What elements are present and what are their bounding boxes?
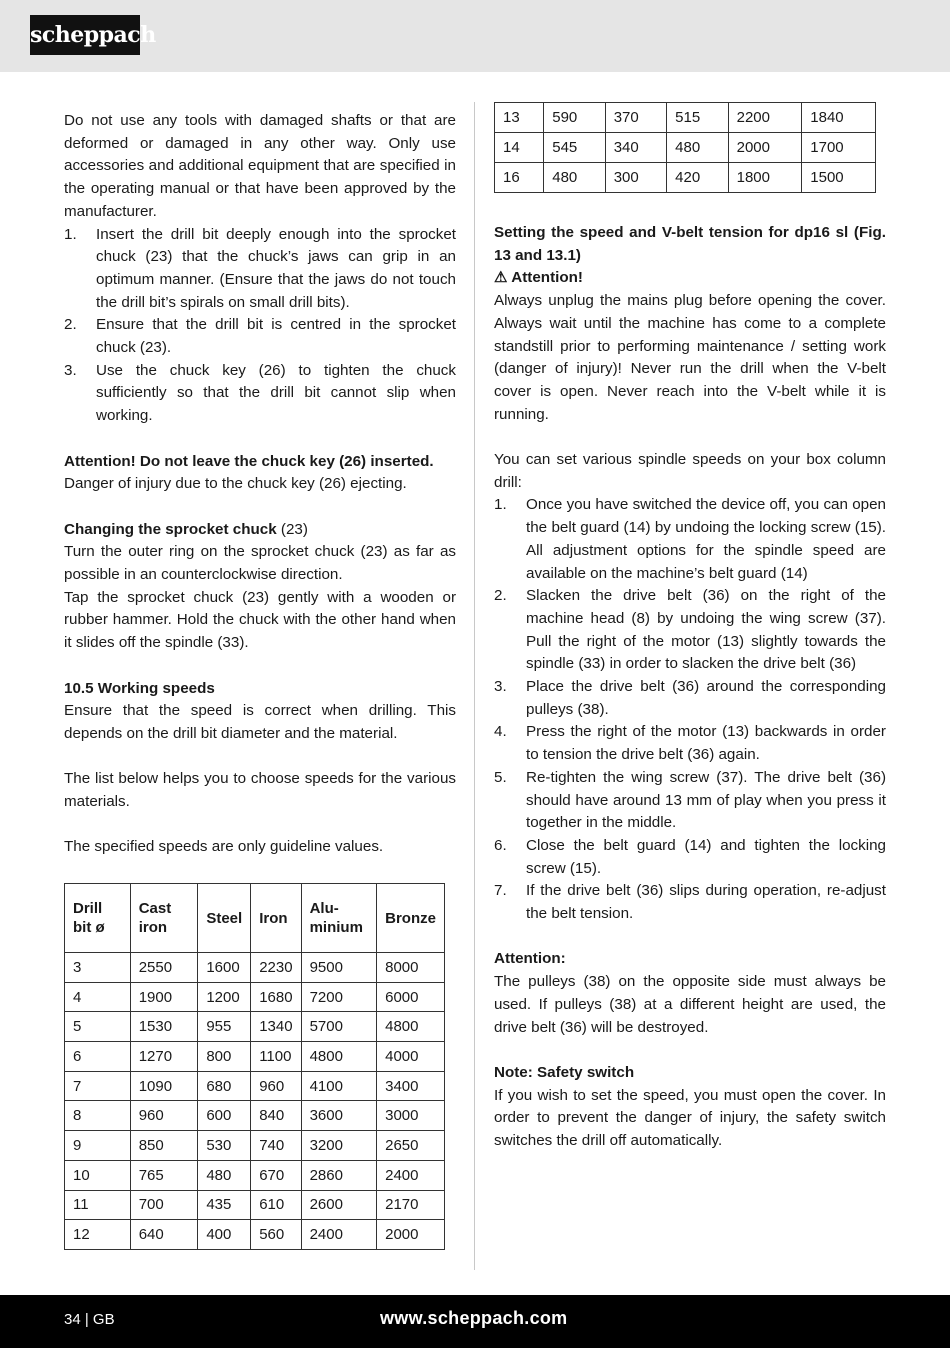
table-cell: 600 bbox=[198, 1101, 251, 1131]
table-row bbox=[65, 982, 445, 1012]
table-cell: 1600 bbox=[198, 953, 251, 983]
table-cell: 4800 bbox=[377, 1012, 445, 1042]
table-cell: 435 bbox=[198, 1190, 251, 1220]
table-cell: 1700 bbox=[802, 133, 876, 163]
list-item bbox=[494, 721, 886, 766]
working-speeds-heading: 10.5 Working speeds bbox=[64, 679, 215, 697]
attention-paragraph: Always unplug the mains plug before opening the cover. Always wait until the machine has come to a complete standstill prior to performing maintenance / setting work (danger of injury)! Never run the drill when the V-belt cover is open. Never reach into the V-belt while it is running. bbox=[494, 292, 886, 423]
attention-heading bbox=[494, 267, 886, 290]
table-cell: 1680 bbox=[251, 982, 301, 1012]
list-item-text: If the drive belt (36) slips during operation, re-adjust the belt tension. bbox=[526, 882, 886, 923]
speed-table-right bbox=[494, 102, 876, 193]
table-cell: 340 bbox=[605, 133, 666, 163]
table-cell: 1800 bbox=[728, 163, 802, 193]
page-header bbox=[0, 0, 950, 72]
table-cell: 530 bbox=[198, 1131, 251, 1161]
list-item-text: Ensure that the drill bit is centred in the sprocket chuck (23). bbox=[96, 316, 456, 357]
list-item-number: 2. bbox=[494, 587, 507, 605]
table-cell: 680 bbox=[198, 1071, 251, 1101]
list-item-text: Re-tighten the wing screw (37). The drive belt (36) should have around 13 mm of play when you press it together in the middle. bbox=[526, 768, 886, 832]
table-cell: 1200 bbox=[198, 982, 251, 1012]
table-cell: 4 bbox=[65, 982, 131, 1012]
table-cell: 1090 bbox=[130, 1071, 198, 1101]
left-column bbox=[64, 110, 456, 859]
list-item-number: 1. bbox=[494, 496, 507, 514]
table-cell: 2000 bbox=[377, 1220, 445, 1250]
table-cell: 2550 bbox=[130, 953, 198, 983]
changing-paragraph-1: Turn the outer ring on the sprocket chuck (23) as far as possible in an counterclockwise direction. bbox=[64, 543, 456, 584]
table-cell: 2000 bbox=[728, 133, 802, 163]
table-cell: 300 bbox=[605, 163, 666, 193]
table-row bbox=[495, 133, 876, 163]
chuck-key-warning bbox=[64, 451, 456, 496]
speeds-paragraph-1: Ensure that the speed is correct when drilling. This depends on the drill bit diameter and the material. bbox=[64, 702, 456, 742]
table-row bbox=[65, 1190, 445, 1220]
table-cell: 840 bbox=[251, 1101, 301, 1131]
table-cell: 700 bbox=[130, 1190, 198, 1220]
chuck-key-warning-bold: Attention! Do not leave the chuck key (26) inserted. bbox=[64, 452, 434, 470]
table-cell: 1270 bbox=[130, 1042, 198, 1072]
table-cell: 2650 bbox=[377, 1131, 445, 1161]
table-row bbox=[65, 1042, 445, 1072]
table-cell: 9500 bbox=[301, 953, 377, 983]
list-item bbox=[494, 494, 886, 585]
column-header: Steel bbox=[198, 884, 251, 953]
table-cell: 3000 bbox=[377, 1101, 445, 1131]
table-cell: 740 bbox=[251, 1131, 301, 1161]
list-item-text: Use the chuck key (26) to tighten the chuck sufficiently so that the drill bit cannot slip when working. bbox=[96, 361, 456, 425]
table-cell: 7200 bbox=[301, 982, 377, 1012]
table-cell: 9 bbox=[65, 1131, 131, 1161]
table-row bbox=[65, 1131, 445, 1161]
table-cell: 1840 bbox=[802, 103, 876, 133]
list-item bbox=[64, 314, 456, 359]
table-cell: 850 bbox=[130, 1131, 198, 1161]
table-cell: 7 bbox=[65, 1071, 131, 1101]
right-column bbox=[494, 222, 886, 1153]
table-cell: 560 bbox=[251, 1220, 301, 1250]
table-cell: 1100 bbox=[251, 1042, 301, 1072]
table-cell: 480 bbox=[198, 1160, 251, 1190]
table-cell: 8 bbox=[65, 1101, 131, 1131]
column-divider bbox=[474, 102, 475, 1270]
table-row bbox=[495, 103, 876, 133]
table-cell: 3200 bbox=[301, 1131, 377, 1161]
brand-logo: scheppach bbox=[30, 15, 140, 55]
table-cell: 4100 bbox=[301, 1071, 377, 1101]
list-item bbox=[64, 360, 456, 428]
table-cell: 5700 bbox=[301, 1012, 377, 1042]
table-cell: 6 bbox=[65, 1042, 131, 1072]
table-cell: 2170 bbox=[377, 1190, 445, 1220]
list-item bbox=[494, 835, 886, 880]
page-number: 34 | GB bbox=[64, 1311, 115, 1328]
list-item-text: Slacken the drive belt (36) on the right of the machine head (8) by undoing the wing screw (37). Pull the right of the motor (13) slightly towards the spindle (33) in order to slacken the drive belt (36) bbox=[526, 587, 886, 673]
safety-switch-paragraph: If you wish to set the speed, you must open the cover. In order to prevent the danger of injury, the safety switch switches the drill off automatically. bbox=[494, 1086, 886, 1150]
table-cell: 4000 bbox=[377, 1042, 445, 1072]
table-cell: 545 bbox=[544, 133, 605, 163]
table-cell: 2230 bbox=[251, 953, 301, 983]
table-cell: 2400 bbox=[301, 1220, 377, 1250]
table-cell: 6000 bbox=[377, 982, 445, 1012]
list-item-text: Insert the drill bit deeply enough into the sprocket chuck (23) that the chuck’s jaws can grip in an optimum manner. (Ensure that the jaws do not touch the drill bit’s spirals on small drill bits). bbox=[96, 225, 456, 311]
table-cell: 12 bbox=[65, 1220, 131, 1250]
speed-table-left bbox=[64, 883, 445, 1250]
table-cell: 3400 bbox=[377, 1071, 445, 1101]
table-cell: 765 bbox=[130, 1160, 198, 1190]
list-item-number: 7. bbox=[494, 882, 507, 900]
list-item-text: Place the drive belt (36) around the corresponding pulleys (38). bbox=[526, 678, 886, 718]
speeds-paragraph-2: The list below helps you to choose speeds for the various materials. bbox=[64, 770, 456, 811]
table-row bbox=[65, 1012, 445, 1042]
table-row bbox=[65, 953, 445, 983]
table-cell: 590 bbox=[544, 103, 605, 133]
list-item bbox=[494, 880, 886, 925]
list-item-text: Press the right of the motor (13) backwards in order to tension the drive belt (36) again. bbox=[526, 723, 886, 764]
table-cell: 13 bbox=[495, 103, 544, 133]
table-cell: 3600 bbox=[301, 1101, 377, 1131]
table-cell: 515 bbox=[667, 103, 728, 133]
belt-steps-list bbox=[494, 494, 886, 925]
changing-heading-ref: (23) bbox=[276, 520, 308, 538]
table-cell: 2400 bbox=[377, 1160, 445, 1190]
chuck-key-warning-text: Danger of injury due to the chuck key (26) ejecting. bbox=[64, 475, 407, 493]
column-header: Cast iron bbox=[130, 884, 198, 953]
list-item bbox=[494, 676, 886, 721]
list-item bbox=[64, 224, 456, 315]
column-header: Aluminium bbox=[301, 884, 377, 953]
table-row bbox=[65, 1071, 445, 1101]
list-item-number: 3. bbox=[64, 361, 77, 379]
list-item-number: 4. bbox=[494, 723, 507, 741]
table-cell: 3 bbox=[65, 953, 131, 983]
table-row bbox=[65, 1220, 445, 1250]
table-cell: 10 bbox=[65, 1160, 131, 1190]
list-item bbox=[494, 767, 886, 835]
table-cell: 400 bbox=[198, 1220, 251, 1250]
intro-paragraph: Do not use any tools with damaged shafts or that are deformed or damaged in any other way. Only use accessories and additional equipment that are specified in the operating manual or that have been approved by the manufacturer. bbox=[64, 112, 456, 220]
table-cell: 8000 bbox=[377, 953, 445, 983]
table-cell: 2600 bbox=[301, 1190, 377, 1220]
table-cell: 670 bbox=[251, 1160, 301, 1190]
chuck-steps-list bbox=[64, 224, 456, 428]
list-item-number: 3. bbox=[494, 678, 507, 696]
table-cell: 14 bbox=[495, 133, 544, 163]
table-cell: 16 bbox=[495, 163, 544, 193]
changing-paragraph-2: Tap the sprocket chuck (23) gently with a wooden or rubber hammer. Hold the chuck with the other hand when it slides off the spindle (33). bbox=[64, 588, 456, 652]
table-cell: 1530 bbox=[130, 1012, 198, 1042]
safety-switch-heading: Note: Safety switch bbox=[494, 1063, 635, 1081]
attention2-heading: Attention: bbox=[494, 950, 566, 968]
table-cell: 11 bbox=[65, 1190, 131, 1220]
table-cell: 420 bbox=[667, 163, 728, 193]
speed-table-header bbox=[65, 884, 445, 953]
changing-heading-bold: Changing the sprocket chuck bbox=[64, 520, 277, 538]
list-item bbox=[494, 585, 886, 676]
changing-heading bbox=[64, 519, 456, 542]
table-cell: 480 bbox=[667, 133, 728, 163]
column-header: Drill bit ø bbox=[65, 884, 131, 953]
table-cell: 955 bbox=[198, 1012, 251, 1042]
website-link[interactable]: www.scheppach.com bbox=[380, 1308, 568, 1328]
table-cell: 2200 bbox=[728, 103, 802, 133]
table-cell: 2860 bbox=[301, 1160, 377, 1190]
list-item-text: Close the belt guard (14) and tighten the locking screw (15). bbox=[526, 836, 886, 877]
table-cell: 480 bbox=[544, 163, 605, 193]
table-cell: 370 bbox=[605, 103, 666, 133]
list-item-number: 2. bbox=[64, 316, 77, 334]
list-item-text: Once you have switched the device off, you can open the belt guard (14) by undoing the locking screw (15). All adjustment options for the spindle speed are available on the machine’s belt guard (14) bbox=[526, 496, 886, 582]
attention-label: Attention! bbox=[507, 269, 583, 287]
warning-triangle-icon: ⚠ bbox=[494, 269, 508, 287]
attention2-paragraph: The pulleys (38) on the opposite side must always be used. If pulleys (38) at a different height are used, the drive belt (36) will be destroyed. bbox=[494, 973, 886, 1036]
table-cell: 960 bbox=[251, 1071, 301, 1101]
table-cell: 640 bbox=[130, 1220, 198, 1250]
table-row bbox=[65, 1101, 445, 1131]
list-item-number: 5. bbox=[494, 768, 507, 786]
table-cell: 4800 bbox=[301, 1042, 377, 1072]
table-cell: 1500 bbox=[802, 163, 876, 193]
table-cell: 960 bbox=[130, 1101, 198, 1131]
column-header: Bronze bbox=[377, 884, 445, 953]
table-row bbox=[65, 1160, 445, 1190]
page-footer bbox=[0, 1295, 950, 1348]
list-item-number: 6. bbox=[494, 836, 507, 854]
table-cell: 5 bbox=[65, 1012, 131, 1042]
table-cell: 800 bbox=[198, 1042, 251, 1072]
table-cell: 610 bbox=[251, 1190, 301, 1220]
column-header: Iron bbox=[251, 884, 301, 953]
setting-speed-heading: Setting the speed and V-belt tension for dp16 sl (Fig. 13 and 13.1) bbox=[494, 224, 886, 264]
table-cell: 1900 bbox=[130, 982, 198, 1012]
speeds-paragraph-3: The specified speeds are only guideline values. bbox=[64, 838, 384, 856]
list-item-number: 1. bbox=[64, 225, 77, 243]
table-cell: 1340 bbox=[251, 1012, 301, 1042]
spindle-intro: You can set various spindle speeds on your box column drill: bbox=[494, 451, 886, 491]
table-row bbox=[495, 163, 876, 193]
